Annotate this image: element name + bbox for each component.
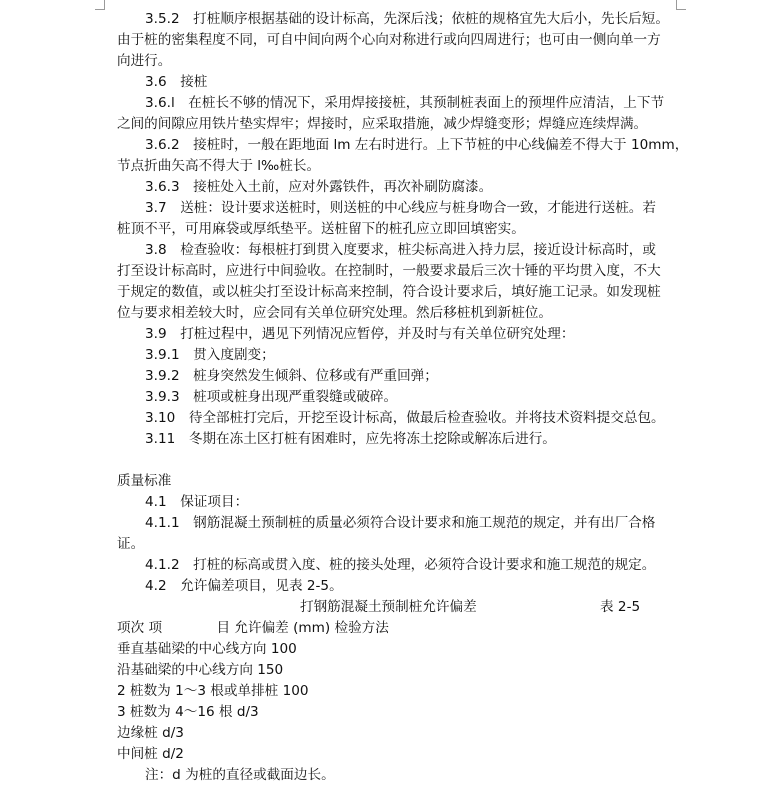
paragraph-line: 4.2 允许偏差项目，见表 2-5。	[145, 578, 343, 594]
body-paragraphs	[0, 9, 780, 597]
table-line: 2 桩数为 1～3 根或单排桩 100	[117, 683, 309, 699]
paragraph-line: 3.9.2 桩身突然发生倾斜、位移或有严重回弹；	[145, 368, 438, 384]
table-title: 打钢筋混凝土预制桩允许偏差	[300, 599, 477, 615]
paragraph-line: 3.6.3 接桩处入土前，应对外露铁件，再次补刷防腐漆。	[145, 179, 493, 195]
paragraph-line: 4.1.1 钢筋混凝土预制桩的质量必须符合设计要求和施工规范的规定，并有出厂合格	[145, 515, 656, 531]
paragraph-line: 3.7 送桩：设计要求送桩时，则送桩的中心线应与桩身吻合一致，才能进行送桩。若	[145, 200, 656, 216]
paragraph-line: 3.10 待全部桩打完后，开挖至设计标高，做最后检查验收。并将技术资料提交总包。	[145, 410, 665, 426]
paragraph-line: 向进行。	[117, 53, 172, 69]
paragraph-line: 之间的间隙应用铁片垫实焊牢；焊接时，应采取措施，减少焊缝变形；焊缝应连续焊满。	[117, 116, 648, 132]
table-line: 边缘桩 d/3	[117, 725, 184, 741]
table-rows	[0, 618, 780, 786]
paragraph-line	[0, 450, 780, 471]
paragraph-line: 3.11 冬期在冻土区打桩有困难时，应先将冻土挖除或解冻后进行。	[145, 431, 556, 447]
paragraph-line: 3.6.2 接桩时，一般在距地面 lm 左右时进行。上下节桩的中心线偏差不得大于 10mm，	[145, 137, 689, 153]
paragraph-line: 4.1 保证项目：	[145, 494, 249, 510]
paragraph-line: 由于桩的密集程度不同，可自中间向两个心向对称进行或向四周进行；也可由一侧向单一方	[117, 32, 661, 48]
paragraph-line: 3.6.l 在桩长不够的情况下，采用焊接接桩，其预制桩表面上的预埋件应清洁，上下节	[145, 95, 665, 111]
paragraph-line: 证。	[117, 536, 145, 552]
table-line: 沿基础梁的中心线方向 150	[117, 662, 284, 678]
paragraph-line: 3.5.2 打桩顺序根据基础的设计标高，先深后浅；依桩的规格宜先大后小，先长后短。	[145, 11, 669, 27]
table-caption	[0, 597, 780, 618]
table-line: 注：d 为桩的直径或截面边长。	[145, 767, 335, 783]
paragraph-line: 3.8 检查验收：每根桩打到贯入度要求，桩尖标高进入持力层，接近设计标高时，或	[145, 242, 656, 258]
paragraph-line: 打至设计标高时，应进行中间验收。在控制时，一般要求最后三次十锤的平均贯入度，不大	[117, 263, 661, 279]
paragraph-line: 节点折曲矢高不得大于 l‰桩长。	[117, 158, 321, 174]
paragraph-line: 4.1.2 打桩的标高或贯入度、桩的接头处理，必须符合设计要求和施工规范的规定。	[145, 557, 656, 573]
table-line: 3 桩数为 4～16 根 d/3	[117, 704, 259, 720]
paragraph-line: 位与要求相差较大时，应会同有关单位研究处理。然后移桩机到新桩位。	[117, 305, 552, 321]
paragraph-line: 于规定的数值，或以桩尖打至设计标高来控制，符合设计要求后，填好施工记录。如发现桩	[117, 284, 661, 300]
table-number: 表 2-5	[600, 599, 641, 615]
paragraph-line: 3.9 打桩过程中，遇见下列情况应暂停，并及时与有关单位研究处理：	[145, 326, 575, 342]
paragraph-line: 3.9.3 桩项或桩身出现严重裂缝或破碎。	[145, 389, 398, 405]
paragraph-line: 3.9.1 贯入度剧变；	[145, 347, 275, 363]
table-line: 中间桩 d/2	[117, 746, 184, 762]
paragraph-line: 3.6 接桩	[145, 74, 208, 90]
document-body	[0, 9, 780, 786]
table-line: 垂直基础梁的中心线方向 100	[117, 641, 297, 657]
paragraph-line: 质量标准	[117, 473, 172, 489]
table-line: 项次 项 目 允许偏差 (mm) 检验方法	[117, 620, 389, 636]
paragraph-line: 桩顶不平，可用麻袋或厚纸垫平。送桩留下的桩孔应立即回填密实。	[117, 221, 525, 237]
